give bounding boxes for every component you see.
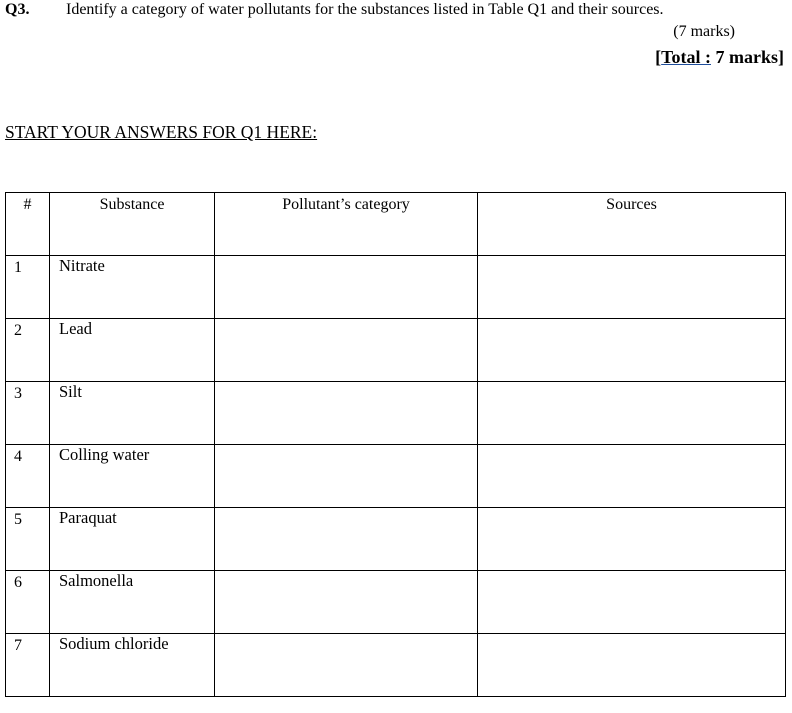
- table-row: [6, 571, 786, 634]
- row-sources-cell[interactable]: [478, 382, 786, 445]
- row-substance: Sodium chloride: [50, 634, 215, 697]
- answer-table: [5, 192, 786, 697]
- row-substance: Salmonella: [50, 571, 215, 634]
- row-category-cell[interactable]: [215, 508, 478, 571]
- header-number: #: [6, 193, 50, 256]
- row-substance: Lead: [50, 319, 215, 382]
- row-number: 4: [6, 445, 50, 508]
- row-sources-cell[interactable]: [478, 634, 786, 697]
- row-substance: Colling water: [50, 445, 215, 508]
- table-row: [6, 382, 786, 445]
- header-sources: Sources: [478, 193, 786, 256]
- row-number: 7: [6, 634, 50, 697]
- total-close-bracket: ]: [778, 47, 784, 67]
- table-row: [6, 445, 786, 508]
- table-row: [6, 508, 786, 571]
- row-substance: Silt: [50, 382, 215, 445]
- row-number: 6: [6, 571, 50, 634]
- total-label: Total :: [661, 47, 711, 67]
- question-number: Q3.: [5, 1, 30, 18]
- question-text: Identify a category of water pollutants for the substances listed in Table Q1 and their sources.: [66, 1, 664, 18]
- table-row: [6, 634, 786, 697]
- total-open-bracket: [: [655, 47, 662, 67]
- table-row: [6, 319, 786, 382]
- row-substance: Nitrate: [50, 256, 215, 319]
- row-category-cell[interactable]: [215, 634, 478, 697]
- row-category-cell[interactable]: [215, 571, 478, 634]
- row-number: 3: [6, 382, 50, 445]
- row-sources-cell[interactable]: [478, 571, 786, 634]
- total-value: 7 marks: [715, 47, 778, 67]
- total-marks: [655, 46, 784, 68]
- row-number: 1: [6, 256, 50, 319]
- row-category-cell[interactable]: [215, 382, 478, 445]
- question-marks: (7 marks): [673, 23, 735, 40]
- row-category-cell[interactable]: [215, 445, 478, 508]
- table-row: [6, 256, 786, 319]
- row-sources-cell[interactable]: [478, 256, 786, 319]
- row-sources-cell[interactable]: [478, 319, 786, 382]
- row-sources-cell[interactable]: [478, 445, 786, 508]
- start-answers-heading: START YOUR ANSWERS FOR Q1 HERE:: [5, 122, 318, 142]
- row-sources-cell[interactable]: [478, 508, 786, 571]
- header-substance: Substance: [50, 193, 215, 256]
- row-number: 5: [6, 508, 50, 571]
- row-number: 2: [6, 319, 50, 382]
- row-category-cell[interactable]: [215, 319, 478, 382]
- table-header-row: [6, 193, 786, 256]
- row-substance: Paraquat: [50, 508, 215, 571]
- header-category: Pollutant’s category: [215, 193, 478, 256]
- row-category-cell[interactable]: [215, 256, 478, 319]
